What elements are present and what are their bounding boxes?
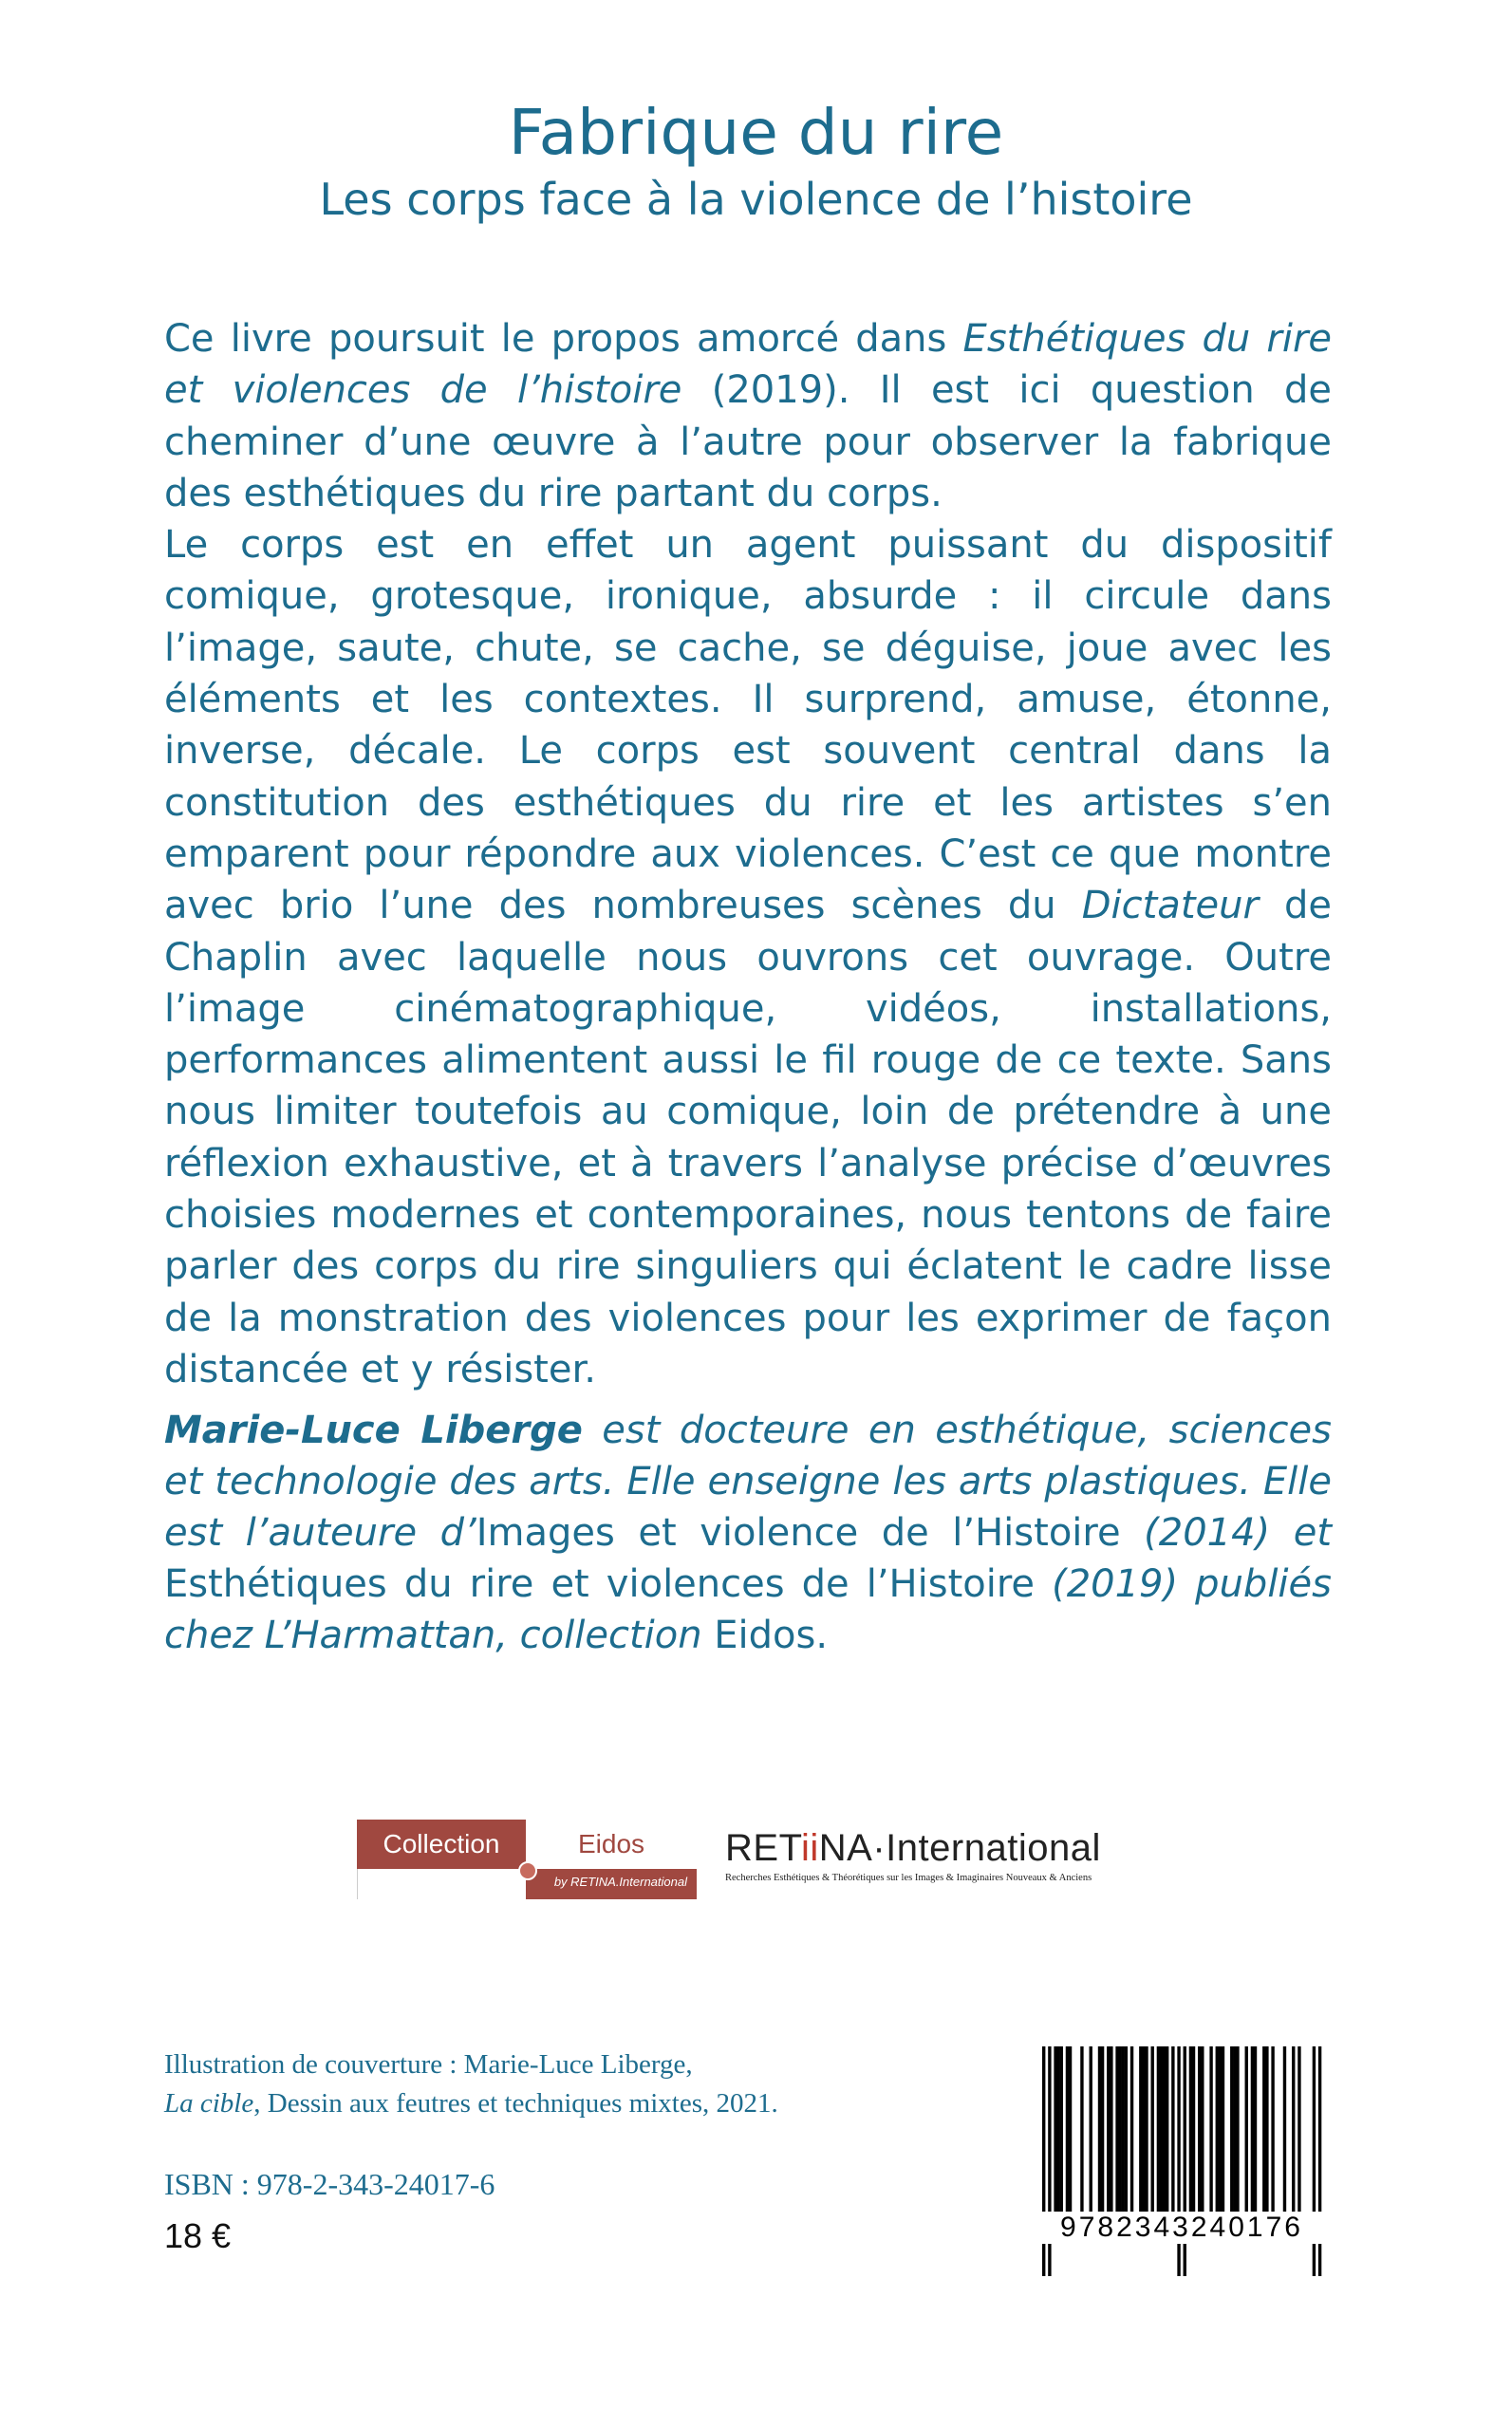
barcode-bar [1145, 2046, 1148, 2225]
collection-eidos-logo [357, 1820, 697, 1899]
eidos-byline: by RETINA.International [553, 1875, 687, 1889]
barcode-bar [1216, 2046, 1219, 2225]
artwork-title: La cible [164, 2088, 254, 2119]
price: 18 € [164, 2216, 232, 2255]
barcode-bar [1107, 2046, 1110, 2225]
barcode-bar [1166, 2046, 1168, 2225]
barcode-bar [1069, 2046, 1072, 2225]
barcode-bar [1219, 2046, 1222, 2225]
barcode-bar [1245, 2046, 1248, 2225]
logo-dot-icon [518, 1861, 537, 1880]
barcode-bar [1201, 2046, 1204, 2225]
barcode-bar [1192, 2046, 1195, 2225]
barcode-icon [1033, 2046, 1331, 2284]
retina-international-logo: RETiiNA·International Recherches Esthétiques & Théorétiques sur les Images & Imaginaires Nouveaux & Anciens [725, 1827, 1143, 1894]
barcode-bar [1054, 2046, 1056, 2225]
barcode-bar [1265, 2046, 1268, 2225]
barcode-bar [1125, 2046, 1128, 2225]
barcode-bar [1198, 2046, 1201, 2225]
barcode-bar [1254, 2046, 1257, 2225]
barcode-bar [1098, 2046, 1101, 2225]
book-ref-1: Images et violence de l’Histoire [476, 1511, 1121, 1555]
eidos-label: Eidos [526, 1820, 697, 1870]
barcode-bar [1139, 2046, 1142, 2225]
summary-paragraph-1: Ce livre poursuit le propos amorcé dans Esthétiques du rire et violences de l’histoire (2019). Il est ici question de cheminer d’une œuvre à l’autre pour observer la fabrique des esthétiques du rire partant du corps. [164, 317, 1332, 515]
summary-paragraph-2: Le corps est en effet un agent puissant du dispositif comique, grotesque, ironique, absurde : il circule dans l’image, saute, chute, se cache, se déguise, joue avec les éléments et les contextes. Il surprend, amuse, étonne, inverse, décale. Le corps est souvent central dans la constitution des esthétiques du rire et les artistes s’en emparent pour répondre aux violences. C’est ce que montre avec brio l’une des nombreuses scènes du Dictateur de Chaplin avec laquelle nous ouvrons cet ouvrage. Outre l’image cinématographique, vidéos, installations, performances alimentent aussi le fil rouge de ce texte. Sans nous limiter toutefois au comique, loin de prétendre à une réflexion exhaustive, et à travers l’analyse précise d’œuvres choisies modernes et contemporaines, nous tentons de faire parler des corps du rire singuliers qui éclatent le cadre lisse de la monstration des violences pour les exprimer de façon distancée et y résister. [164, 523, 1332, 1391]
barcode-bar [1230, 2046, 1233, 2225]
retina-tagline: Recherches Esthétiques & Théorétiques sur les Images & Imaginaires Nouveaux & Anciens [725, 1873, 1092, 1883]
author-bio: Marie-Luce Liberge est docteure en esthétique, sciences et technologie des arts. Elle enseigne les arts plastiques. Elle est l’auteure d’Images et violence de l’Histoire (2014) et Esthétiques du rire et violences de l’Histoire (2019) publiés chez L’Harmattan, collection Eidos. [164, 1409, 1332, 1657]
book-title: Fabrique du rire [508, 96, 1004, 169]
barcode-bar [1157, 2046, 1160, 2225]
barcode-bar [1189, 2046, 1192, 2225]
barcode-bar [1262, 2046, 1265, 2225]
barcode-bar [1101, 2046, 1104, 2225]
barcode-bar [1060, 2046, 1063, 2225]
collection-label: Collection [357, 1820, 526, 1869]
barcode-bar [1283, 2046, 1286, 2225]
title-block [0, 95, 1512, 228]
barcode-bar [1056, 2046, 1059, 2225]
barcode-digits: 9782343240176 [1033, 2212, 1331, 2244]
barcode-bar [1233, 2046, 1236, 2225]
barcode-bar [1171, 2046, 1174, 2225]
barcode-bar [1297, 2046, 1300, 2225]
barcode-bar [1115, 2046, 1118, 2225]
cited-film: Dictateur [1081, 884, 1259, 928]
barcode-bar [1118, 2046, 1121, 2225]
barcode-bar [1122, 2046, 1125, 2225]
cited-title: Esthétiques du rire et violences de l’histoire [164, 317, 1332, 413]
book-ref-2: Esthétiques du rire et violences de l’Histoire [164, 1562, 1036, 1606]
barcode-bar [1160, 2046, 1163, 2225]
barcode-bar [1222, 2046, 1224, 2225]
author-name: Marie-Luce Liberge [164, 1409, 583, 1452]
barcode-bar [1130, 2046, 1133, 2225]
barcode-bar [1080, 2046, 1083, 2225]
barcode-bar [1090, 2046, 1092, 2225]
barcode-bar [1271, 2046, 1274, 2225]
barcode-bar [1110, 2046, 1112, 2225]
barcode-bar [1142, 2046, 1145, 2225]
barcode-bar [1163, 2046, 1166, 2225]
barcode-bar [1236, 2046, 1239, 2225]
isbn: ISBN : 978-2-343-24017-6 [164, 2167, 495, 2201]
barcode-bar [1292, 2046, 1295, 2225]
collection-name: Eidos [714, 1614, 816, 1657]
cover-illustration-credit: Illustration de couverture : Marie-Luce Liberge, La cible, Dessin aux feutres et techniques mixtes, 2021. [164, 2049, 778, 2119]
book-subtitle: Les corps face à la violence de l’histoire [319, 174, 1193, 225]
barcode-bar [1066, 2046, 1069, 2225]
back-cover-summary [164, 313, 1332, 1395]
barcode-bar [1151, 2046, 1154, 2225]
barcode-bar [1209, 2046, 1212, 2225]
barcode-bar [1251, 2046, 1254, 2225]
